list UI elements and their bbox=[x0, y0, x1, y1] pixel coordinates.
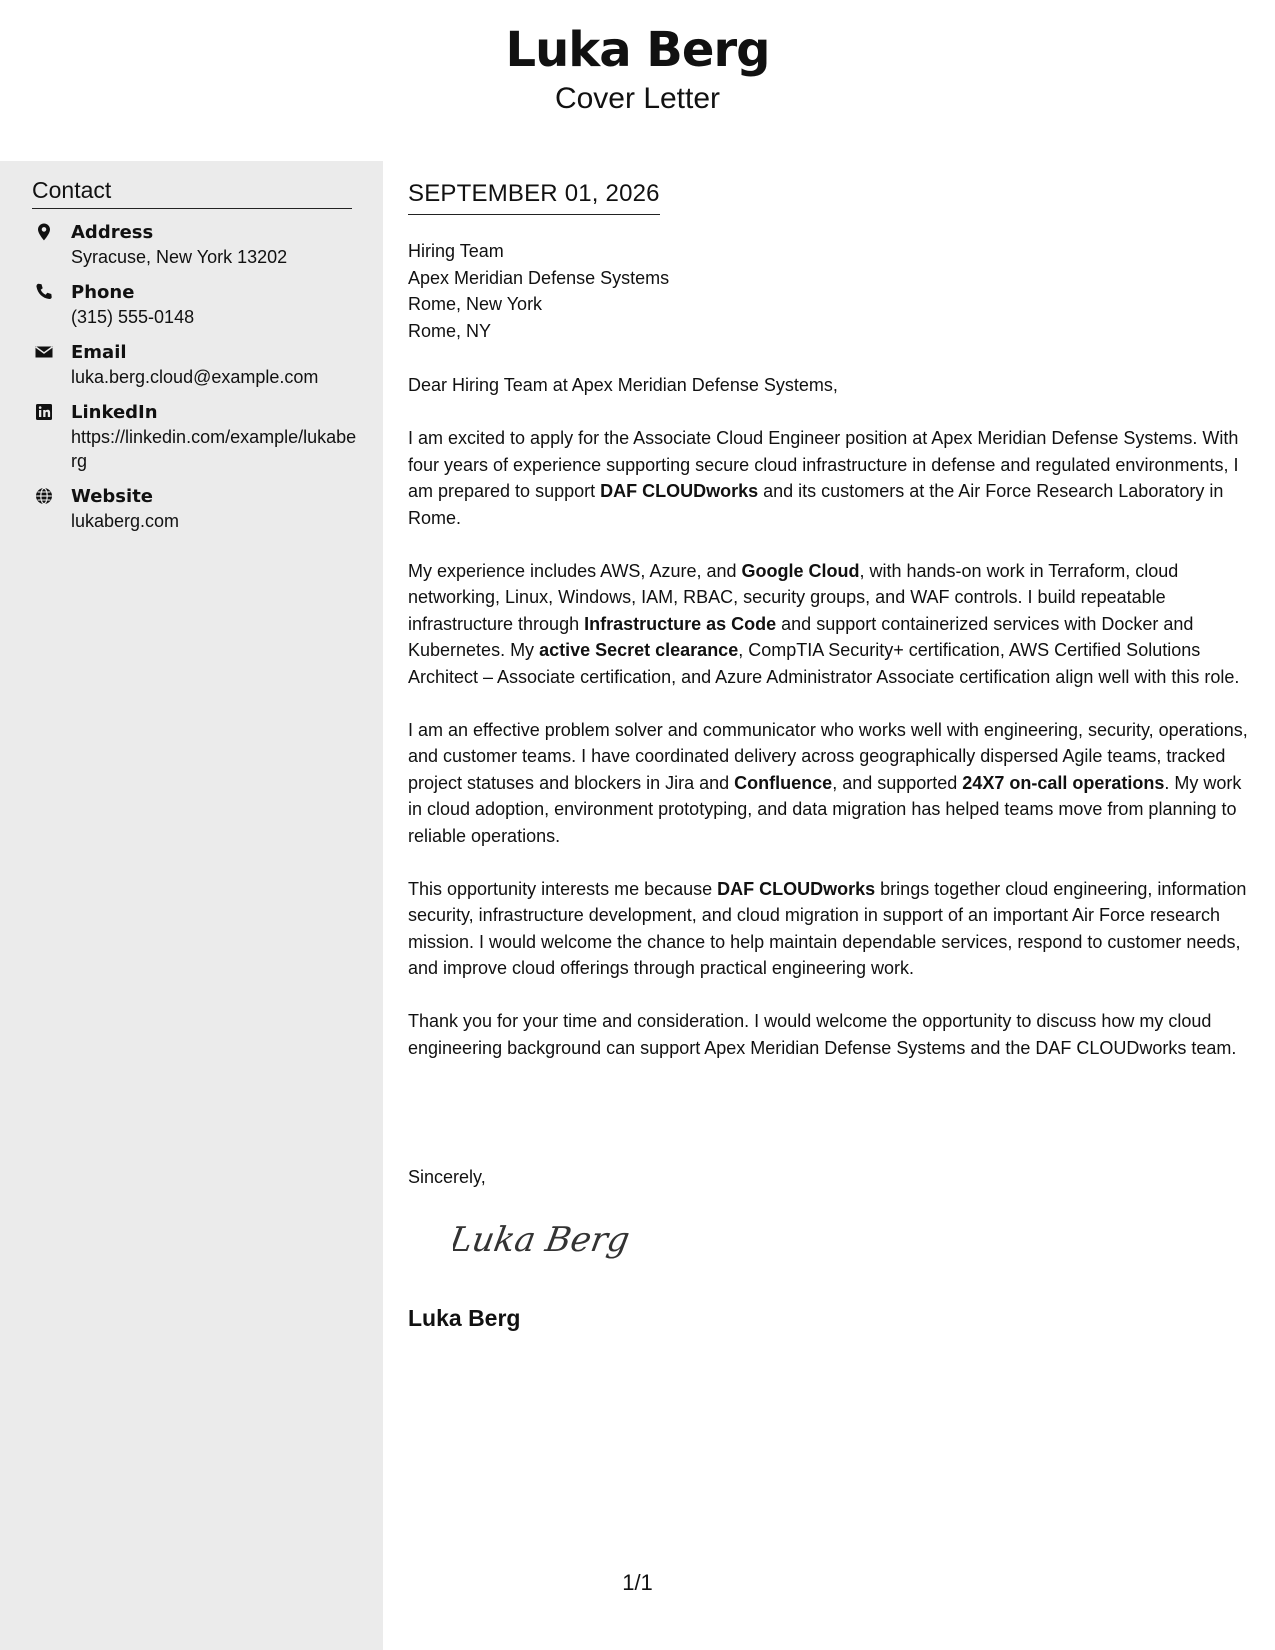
paragraph-text: , with hands-on work in Terraform, cloud networking, Linux, Windows, IAM, RBAC, security groups, and WAF controls. I build repeatable infrastructure through bbox=[408, 560, 1179, 634]
recipient-line: Hiring Team bbox=[408, 241, 504, 261]
letter-date: SEPTEMBER 01, 2026 bbox=[408, 180, 660, 215]
website-label: Website bbox=[71, 486, 154, 507]
contact-list bbox=[32, 221, 362, 545]
phone-icon bbox=[34, 282, 54, 302]
emphasis-text: DAF CLOUDworks bbox=[600, 481, 759, 501]
letter-paragraph bbox=[408, 1008, 1248, 1061]
paragraph-text: and its customers at the Air Force Research Laboratory in Rome. bbox=[408, 481, 1224, 528]
salutation: Dear Hiring Team at Apex Meridian Defense Systems, bbox=[408, 375, 838, 395]
letter-paragraph bbox=[408, 558, 1248, 691]
emphasis-text: 24X7 on-call operations bbox=[962, 772, 1165, 793]
closing: Sincerely, bbox=[408, 1167, 486, 1187]
paragraph-text: , CompTIA Security+ certification, AWS Certified Solutions Architect – Associate certification, and Azure Administrator Associate certification align well with this role. bbox=[408, 640, 1240, 687]
paragraph-text: I am an effective problem solver and communicator who works well with engineering, security, operations, and customer teams. I have coordinated delivery across geographically dispersed Agile teams, tracked project statuses and blockers in Jira and bbox=[408, 719, 1248, 793]
page-number: 1/1 bbox=[622, 1570, 653, 1595]
emphasis-text: active Secret clearance bbox=[539, 640, 739, 660]
emphasis-text: Confluence bbox=[734, 772, 833, 793]
linkedin-value[interactable]: https://linkedin.com/example/lukaberg bbox=[71, 427, 357, 471]
address-value: Syracuse, New York 13202 bbox=[71, 247, 288, 267]
svg-text:Luka Berg: Luka Berg bbox=[453, 1220, 633, 1260]
paragraph-text: brings together cloud engineering, information security, infrastructure development, and cloud migration in support of an important Air Force research mission. I would welcome the chance to help maintain dependable services, respond to customer needs, and improve cloud offerings through practical engineering work. bbox=[408, 878, 1247, 978]
address-label: Address bbox=[71, 222, 154, 243]
paragraph-text: My experience includes AWS, Azure, and bbox=[408, 560, 742, 581]
paragraph-text: and support containerized services with Docker and Kubernetes. My bbox=[408, 613, 1194, 660]
contact-item-address bbox=[32, 221, 362, 269]
emphasis-text: Google Cloud bbox=[741, 560, 860, 581]
website-value[interactable]: lukaberg.com bbox=[71, 511, 180, 531]
globe-icon bbox=[34, 486, 54, 506]
map-pin-icon bbox=[34, 222, 54, 242]
applicant-name: Luka Berg bbox=[505, 22, 770, 78]
envelope-icon bbox=[34, 342, 54, 362]
recipient-line: Apex Meridian Defense Systems bbox=[408, 267, 670, 288]
contact-item-phone bbox=[32, 281, 362, 329]
letter-paragraph bbox=[408, 876, 1248, 982]
recipient-line: Rome, New York bbox=[408, 294, 543, 314]
letter-paragraph bbox=[408, 717, 1248, 850]
contact-item-website bbox=[32, 485, 362, 533]
paragraph-text: This opportunity interests me because bbox=[408, 878, 718, 899]
phone-label: Phone bbox=[71, 282, 135, 303]
paragraph-text: Thank you for your time and consideration. I would welcome the opportunity to discuss how my cloud engineering background can support Apex Meridian Defense Systems and the DAF CLOUDworks team. bbox=[408, 1011, 1237, 1058]
signer-name: Luka Berg bbox=[408, 1305, 521, 1331]
handwritten-signature bbox=[453, 1211, 633, 1271]
paragraph-text: . My work in cloud adoption, environment prototyping, and data migration has helped teams move from planning to reliable operations. bbox=[408, 772, 1242, 846]
document-subtitle: Cover Letter bbox=[554, 82, 721, 115]
paragraph-text: I am excited to apply for the Associate Cloud Engineer position at Apex Meridian Defense Systems. With four years of experience supporting secure cloud infrastructure in defense and regulated environments, I am prepared to support bbox=[408, 428, 1239, 501]
letter-paragraphs bbox=[408, 425, 1248, 1088]
email-value: luka.berg.cloud@example.com bbox=[71, 367, 319, 387]
contact-sidebar bbox=[0, 161, 383, 1650]
linkedin-icon bbox=[34, 402, 54, 422]
contact-item-linkedin bbox=[32, 401, 362, 473]
linkedin-label: LinkedIn bbox=[71, 402, 158, 423]
paragraph-text: , and supported bbox=[832, 772, 963, 793]
email-label: Email bbox=[71, 342, 127, 363]
phone-value: (315) 555-0148 bbox=[71, 307, 195, 327]
contact-item-email bbox=[32, 341, 362, 389]
letter-paragraph bbox=[408, 425, 1248, 531]
emphasis-text: Infrastructure as Code bbox=[584, 613, 777, 634]
contact-heading: Contact bbox=[32, 177, 352, 209]
recipient-line: Rome, NY bbox=[408, 320, 492, 341]
letter-header bbox=[0, 0, 1275, 161]
recipient-block bbox=[408, 238, 669, 344]
emphasis-text: DAF CLOUDworks bbox=[717, 878, 876, 899]
